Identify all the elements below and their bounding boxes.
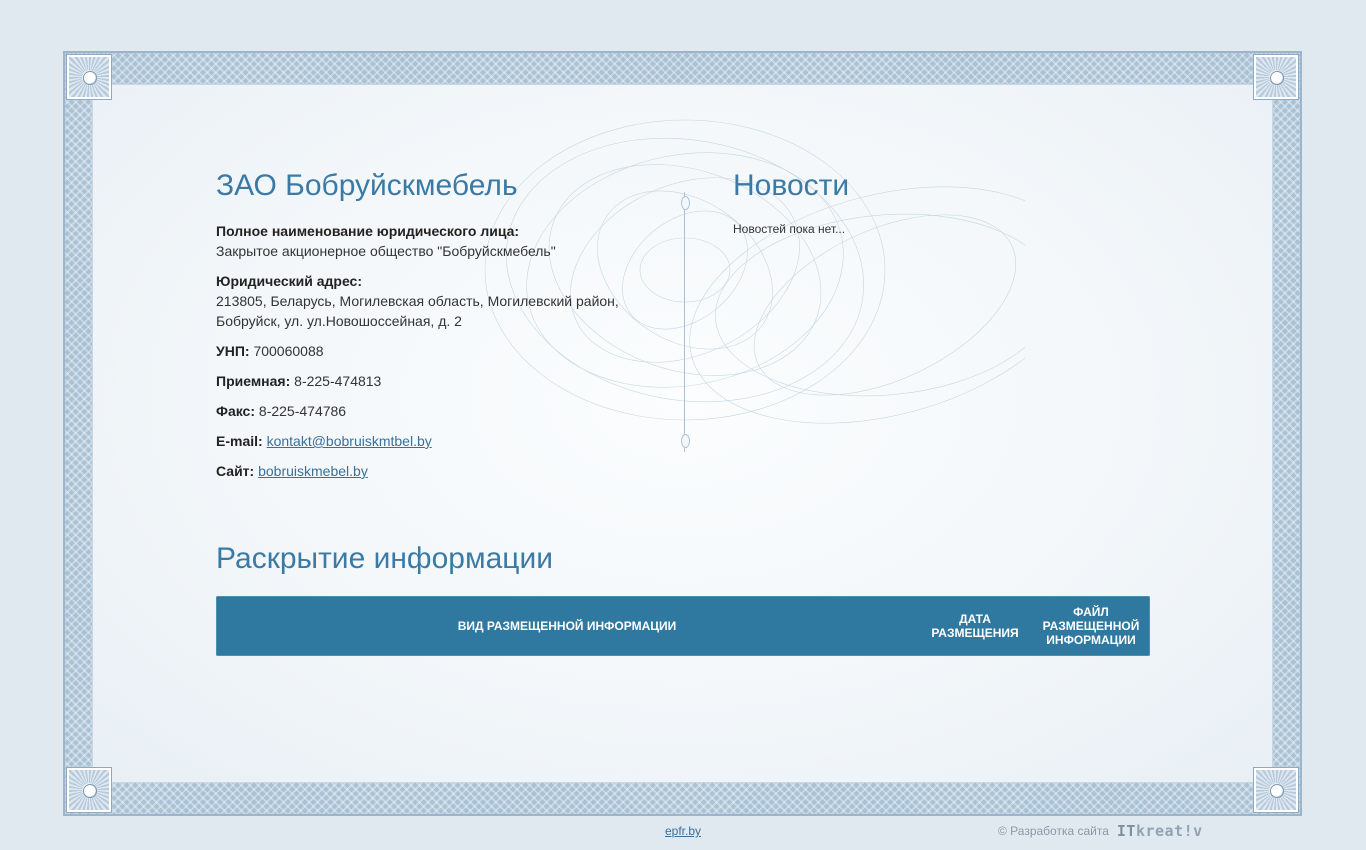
corner-ornament-icon: [1254, 55, 1298, 99]
news-title: Новости: [733, 169, 850, 202]
unp-field: [216, 341, 636, 361]
corner-ornament-icon: [1254, 768, 1298, 812]
email-field: [216, 431, 636, 451]
news-empty-message: Новостей пока нет...: [733, 222, 846, 236]
news-section: [733, 168, 1153, 237]
itkreativ-logo[interactable]: ITkreat!v: [1116, 822, 1203, 840]
email-link[interactable]: kontakt@bobruiskmtbel.by: [266, 433, 432, 449]
epfr-link[interactable]: epfr.by: [665, 824, 702, 838]
column-divider: [684, 192, 685, 452]
fax-value: 8-225-474786: [258, 403, 347, 419]
unp-value: 700060088: [253, 343, 324, 359]
disclosure-title: Раскрытие информации: [216, 542, 553, 575]
company-title: ЗАО Бобруйскмебель: [216, 169, 518, 202]
legal-address-field: [216, 271, 636, 331]
credit-text: © Разработка сайта: [998, 824, 1109, 838]
company-info: [216, 168, 636, 491]
column-header-date: ДАТА РАЗМЕЩЕНИЯ: [931, 612, 1019, 640]
legal-address-value: 213805, Беларусь, Могилевская область, Могилевский район, Бобруйск, ул. ул.Новошоссейная, д. 2: [216, 293, 619, 329]
corner-ornament-icon: [67, 55, 111, 99]
site-link[interactable]: bobruiskmebel.by: [258, 463, 368, 479]
disclosure-section: [216, 541, 1150, 656]
developer-credit: [998, 822, 1203, 840]
column-header-file: ФАЙЛ РАЗМЕЩЕННОЙ ИНФОРМАЦИИ: [1042, 605, 1140, 647]
full-name-field: [216, 221, 636, 261]
reception-field: [216, 371, 636, 391]
fax-label: Факс:: [216, 403, 256, 419]
fax-field: [216, 401, 636, 421]
corner-ornament-icon: [67, 768, 111, 812]
reception-value: 8-225-474813: [294, 373, 382, 389]
site-field: [216, 461, 636, 481]
legal-address-label: Юридический адрес:: [216, 273, 362, 289]
full-name-value: Закрытое акционерное общество "Бобруйскмебель": [216, 243, 556, 259]
full-name-label: Полное наименование юридического лица:: [216, 223, 520, 239]
disclosure-table-header: [216, 596, 1150, 656]
column-header-type: ВИД РАЗМЕЩЕННОЙ ИНФОРМАЦИИ: [457, 619, 677, 633]
unp-label: УНП:: [216, 343, 250, 359]
reception-label: Приемная:: [216, 373, 291, 389]
site-label: Сайт:: [216, 463, 255, 479]
email-label: E-mail:: [216, 433, 263, 449]
